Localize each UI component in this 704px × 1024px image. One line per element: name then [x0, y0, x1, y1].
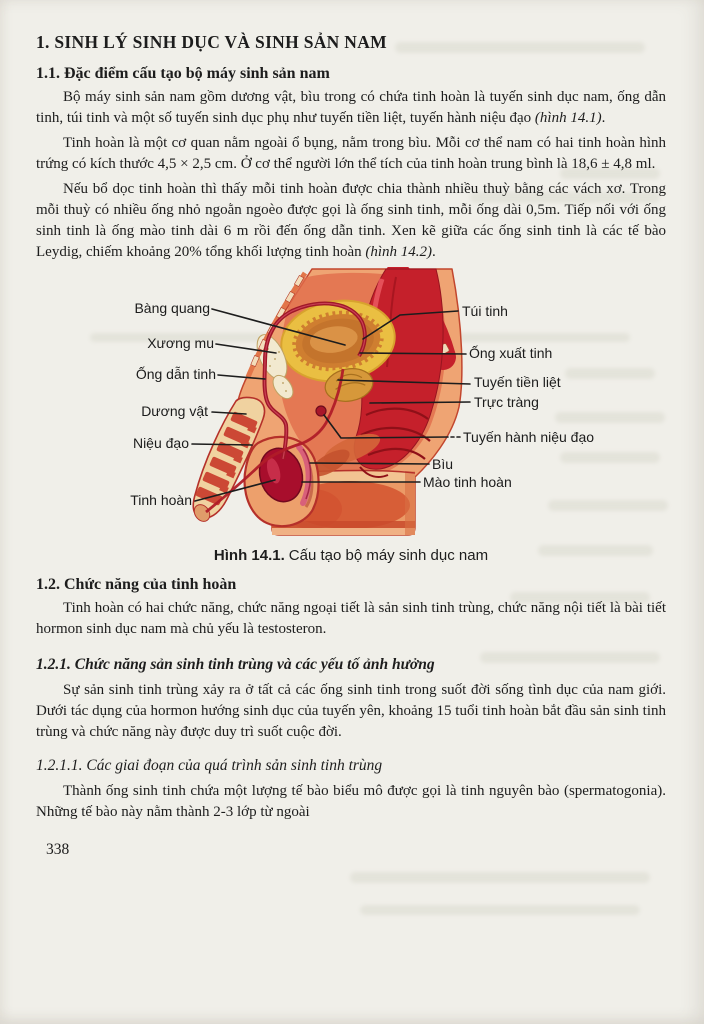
figure-14-1: [0, 267, 704, 545]
figure-label-mao-tinh-hoan: Mào tinh hoàn: [423, 474, 512, 490]
leader-biu: [310, 463, 429, 464]
figure-reference: (hình 14.1): [534, 110, 602, 126]
page-showthrough: [360, 905, 640, 915]
figure-label-nieu-dao: Niệu đạo: [132, 435, 189, 451]
figure-label-duong-vat: Dương vật: [141, 403, 208, 419]
figure-label-bang-quang: Bàng quang: [134, 300, 210, 316]
leader-ong-xuat-tinh: [360, 353, 466, 354]
page-showthrough: [350, 872, 650, 883]
figure-caption: [36, 547, 666, 564]
section-heading-1: 1. SINH LÝ SINH DỤC VÀ SINH SẢN NAM: [36, 32, 387, 52]
figure-label-xuong-mu: Xương mu: [147, 335, 214, 351]
figure-label-ong-xuat-tinh: Ống xuất tinh: [469, 345, 553, 361]
section-heading-1-1: 1.1. Đặc điểm cấu tạo bộ máy sinh sản nam: [36, 65, 330, 82]
figure-label-ong-dan-tinh: Ống dẫn tinh: [135, 366, 216, 382]
paragraph-5: Sự sản sinh tinh trùng xảy ra ở tất cả các ống sinh tinh trong suốt đời sống tình dục của nam giới. Dưới tác dụng của hormon hướng sinh dục của tuyến yên, khoảng 15 tuổi tinh hoàn bắt đầu sản sinh tinh trùng và chức năng này được duy trì suốt cuộc đời.: [36, 682, 666, 740]
paragraph-2: Tinh hoàn là một cơ quan nằm ngoài ổ bụng, nằm trong bìu. Mỗi cơ thể nam có hai tinh hoàn hình trứng có kích thước 4,5 × 2,5 cm. Ở cơ thể người lớn thể tích của tinh hoàn trung bình là 18,6 ± 4,8 ml.: [36, 135, 666, 172]
paragraph-6: Thành ống sinh tinh chứa một lượng tế bào biểu mô được gọi là tinh nguyên bào (spermatogonia). Những tế bào này nằm thành 2-3 lớp từ ngoài: [36, 783, 666, 820]
leader-nieu-dao: [192, 444, 252, 445]
figure-label-tinh-hoan: Tinh hoàn: [130, 492, 192, 508]
section-heading-1-2-1: 1.2.1. Chức năng sản sinh tinh trùng và các yếu tố ảnh hưởng: [36, 656, 435, 673]
figure-label-tuyen-tien-liet: Tuyến tiền liệt: [474, 374, 561, 390]
figure-label-tuyen-hanh-nieu-dao: Tuyến hành niệu đạo: [463, 429, 595, 445]
page-number: 338: [46, 841, 70, 858]
leader-truc-trang: [370, 402, 470, 403]
paragraph-4: Tinh hoàn có hai chức năng, chức năng ngoại tiết là sản sinh tinh trùng, chức năng nội tiết là bài tiết hormon sinh dục nam mà chủ yếu là testosteron.: [36, 600, 666, 637]
figure-caption-text: Cấu tạo bộ máy sinh dục nam: [288, 547, 489, 564]
figure-label-biu: Bìu: [432, 456, 454, 472]
figure-label-tui-tinh: Túi tinh: [462, 303, 508, 319]
figure-reference: (hình 14.2): [365, 244, 433, 260]
section-heading-1-2-1-1: 1.2.1.1. Các giai đoạn của quá trình sản sinh tinh trùng: [36, 757, 383, 774]
figure-label-truc-trang: Trực tràng: [474, 394, 539, 410]
figure-caption-label: Hình 14.1.: [213, 547, 285, 564]
section-heading-1-2: 1.2. Chức năng của tinh hoàn: [36, 576, 237, 593]
paragraph-3: Nếu bổ dọc tinh hoàn thì thấy mỗi tinh hoàn được chia thành nhiều thuỳ bằng các vách xơ. Trong mỗi thuỳ có nhiều ống nhỏ ngoằn ngoèo được gọi là ống sinh tinh, mỗi ống dài 0,5m. Tiếp nối với ống sinh tinh là ống mào tinh dài 6 m rồi đến ống dẫn tinh. Xen kẽ giữa các ống sinh tinh là các tế bào Leydig, chiếm khoảng 20% tổng khối lượng tinh hoàn (hình 14.2).: [36, 181, 666, 260]
paragraph-1: Bộ máy sinh sản nam gồm dương vật, bìu trong có chứa tinh hoàn là tuyến sinh dục nam, ống dẫn tinh, túi tinh và một số tuyến sinh dục phụ như tuyến tiền liệt, tuyến hành niệu đạo (hình 14.1).: [36, 89, 666, 126]
